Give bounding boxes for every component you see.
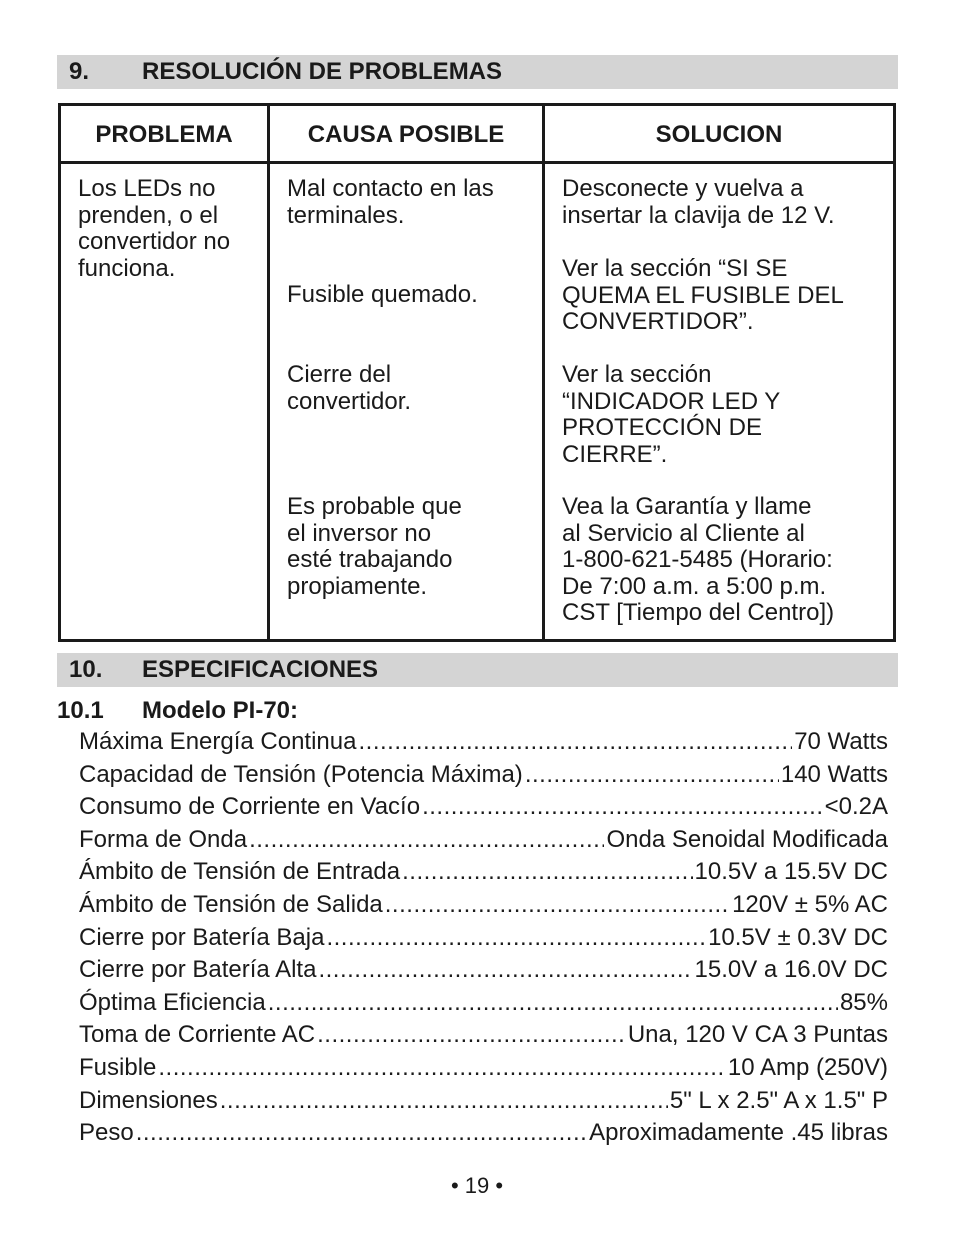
spec-label: Peso [79, 1119, 134, 1147]
page-number: • 19 • [450, 1173, 504, 1198]
dot-leader [158, 1052, 726, 1084]
spec-label: Ámbito de Tensión de Entrada [79, 858, 401, 886]
spec-row [79, 856, 888, 889]
dot-leader [317, 1019, 626, 1051]
column-divider [542, 106, 545, 639]
spec-row [79, 824, 888, 857]
subsection-number: 10.1 [57, 697, 104, 724]
solution-text: Ver la sección “SI SE QUEMA EL FUSIBLE DEL CONVERTIDOR”. [562, 255, 844, 335]
spec-value: 120V ± 5% AC [732, 890, 888, 918]
spec-label: Dimensiones [79, 1086, 218, 1114]
solution-text: Desconecte y vuelva a insertar la clavija de 12 V. [562, 175, 835, 229]
column-header-problem: PROBLEMA [95, 121, 233, 148]
dot-leader [422, 791, 823, 823]
troubleshooting-table [58, 103, 896, 642]
section-title: ESPECIFICACIONES [142, 656, 379, 683]
spec-label: Capacidad de Tensión (Potencia Máxima) [79, 760, 523, 788]
spec-value: 5" L x 2.5" A x 1.5" P [669, 1086, 888, 1114]
spec-label: Ámbito de Tensión de Salida [79, 890, 383, 918]
dot-leader [358, 726, 792, 758]
spec-row [79, 726, 888, 759]
header-divider [61, 161, 893, 164]
subsection-title: Modelo PI-70: [142, 697, 299, 724]
spec-value: 15.0V a 16.0V DC [694, 956, 888, 984]
spec-label: Óptima Eficiencia [79, 988, 266, 1016]
spec-label: Cierre por Batería Alta [79, 956, 317, 984]
spec-value: Aproximadamente .45 libras [589, 1119, 888, 1147]
spec-label: Cierre por Batería Baja [79, 923, 325, 951]
spec-row [79, 1052, 888, 1085]
problem-text: Los LEDs no prenden, o el convertidor no funciona. [78, 175, 231, 282]
spec-value: 10 Amp (250V) [727, 1053, 888, 1081]
cause-text: Mal contacto en las terminales. [287, 175, 494, 229]
spec-label: Fusible [79, 1053, 157, 1081]
dot-leader [136, 1117, 587, 1149]
cause-text: Es probable que el inversor no esté trabajando propiamente. [287, 493, 462, 600]
solution-text: Ver la sección “INDICADOR LED Y PROTECCIÓN DE CIERRE”. [562, 361, 781, 468]
cause-text: Fusible quemado. [287, 281, 478, 308]
section-header-troubleshooting [57, 55, 898, 89]
dot-leader [220, 1085, 668, 1117]
spec-value: 70 Watts [794, 728, 888, 755]
section-number: 10. [69, 656, 103, 683]
spec-value: <0.2A [824, 793, 888, 821]
cause-text: Cierre del convertidor. [287, 361, 412, 415]
spec-row [79, 1117, 888, 1150]
spec-value: Onda Senoidal Modificada [606, 825, 888, 853]
spec-row [79, 759, 888, 792]
section-header-specifications [57, 653, 898, 687]
column-divider [267, 106, 270, 639]
section-title: RESOLUCIÓN DE PROBLEMAS [142, 58, 503, 85]
spec-label: Máxima Energía Continua [79, 728, 357, 755]
dot-leader [268, 987, 838, 1019]
spec-row [79, 791, 888, 824]
spec-value: 140 Watts [780, 760, 888, 788]
column-header-solution: SOLUCION [655, 121, 783, 148]
spec-value: 10.5V a 15.5V DC [694, 858, 888, 886]
dot-leader [318, 954, 692, 986]
dot-leader [326, 922, 706, 954]
spec-value: 10.5V ± 0.3V DC [708, 923, 888, 951]
spec-row [79, 1019, 888, 1052]
spec-row [79, 987, 888, 1020]
spec-label: Toma de Corriente AC [79, 1021, 316, 1049]
spec-label: Forma de Onda [79, 825, 248, 853]
dot-leader [385, 889, 730, 921]
spec-row [79, 889, 888, 922]
dot-leader [402, 856, 692, 888]
dot-leader [525, 759, 779, 791]
column-header-cause: CAUSA POSIBLE [307, 121, 505, 148]
spec-label: Consumo de Corriente en Vacío [79, 793, 421, 821]
solution-text: Vea la Garantía y llame al Servicio al Cliente al 1-800-621-5485 (Horario: De 7:00 a.m. a 5:00 p.m. CST [Tiempo del Centro]) [562, 493, 835, 626]
dot-leader [249, 824, 604, 856]
section-number: 9. [69, 58, 90, 85]
spec-value: 85% [839, 988, 888, 1016]
spec-row [79, 1085, 888, 1118]
spec-value: Una, 120 V CA 3 Puntas [627, 1021, 888, 1049]
specifications-list [79, 726, 888, 1150]
spec-row [79, 922, 888, 955]
spec-row [79, 954, 888, 987]
